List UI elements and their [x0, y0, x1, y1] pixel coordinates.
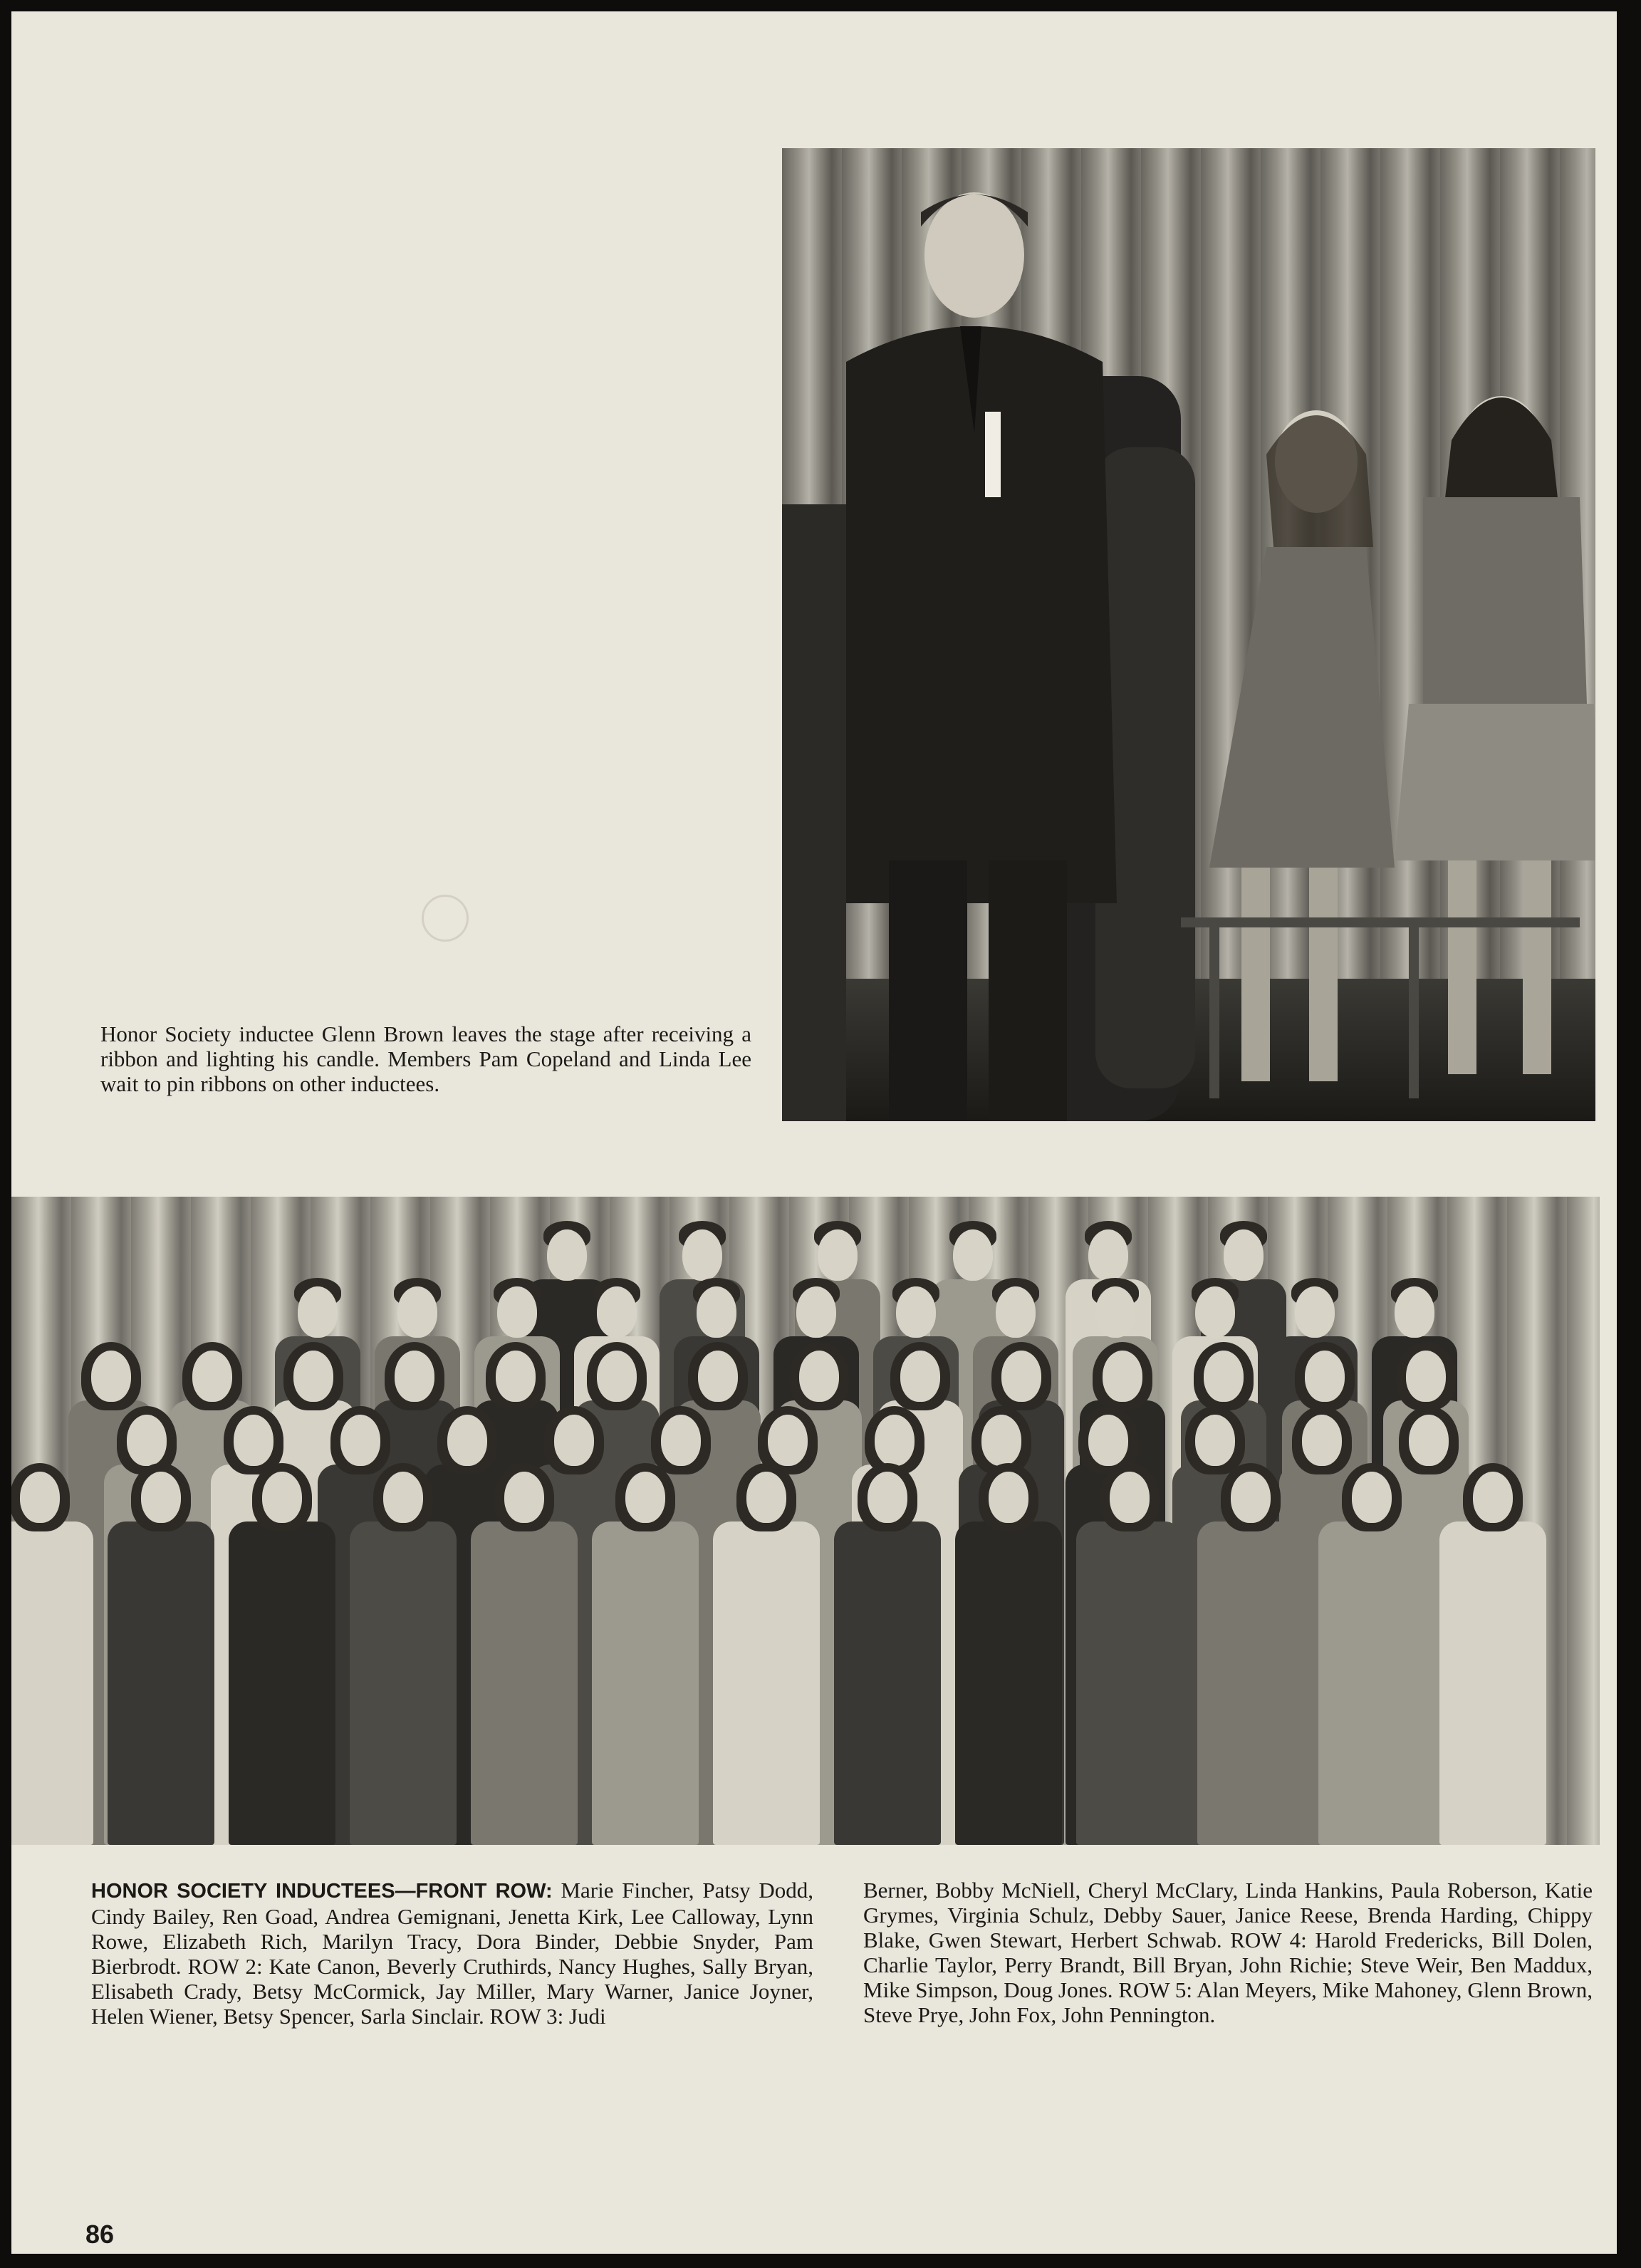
group-caption-column-1 — [91, 1878, 813, 2029]
group-caption-heading: HONOR SOCIETY INDUCTEES—FRONT ROW: — [91, 1880, 553, 1903]
ceremony-caption: Honor Society inductee Glenn Brown leaves the stage after receiving a ribbon and lighting his candle. Members Pam Copeland and Linda Lee wait to pin ribbons on other inductees. — [100, 1021, 751, 1096]
group-caption-names-part-1: Marie Fincher, Patsy Dodd, Cindy Bailey, Ren Goad, Andrea Gemignani, Jenetta Kirk, Lee Calloway, Lynn Rowe, Elizabeth Rich, Marilyn Tracy, Dora Binder, Debbie Snyder, Pam Bierbrodt. ROW 2: Kate Canon, Beverly Cruthirds, Nancy Hughes, Sally Bryan, Elisabeth Crady, Betsy McCormick, Jay Miller, Mary Warner, Janice Joyner, Helen Wiener, Betsy Spencer, Sarla Sinclair. ROW 3: Judi — [91, 1878, 814, 2029]
page-number: 86 — [85, 2220, 115, 2249]
ceremony-photo — [782, 148, 1595, 1121]
ceremony-figures — [782, 148, 1595, 1121]
embossed-seal-mark — [422, 895, 469, 942]
inductees-group — [11, 1197, 1600, 1845]
yearbook-page — [11, 11, 1617, 2254]
group-caption-column-2: Berner, Bobby McNiell, Cheryl McClary, Linda Hankins, Paula Roberson, Katie Grymes, Virginia Schulz, Debby Sauer, Janice Reese, Brenda Harding, Chippy Blake, Gwen Stewart, Herbert Schwab. ROW 4: Harold Fredericks, Bill Dolen, Charlie Taylor, Perry Brandt, Bill Bryan, John Richie; Steve Weir, Ben Maddux, Mike Simpson, Doug Jones. ROW 5: Alan Meyers, Mike Mahoney, Glenn Brown, Steve Prye, John Fox, John Pennington. — [863, 1878, 1593, 2027]
group-photo — [11, 1197, 1600, 1845]
